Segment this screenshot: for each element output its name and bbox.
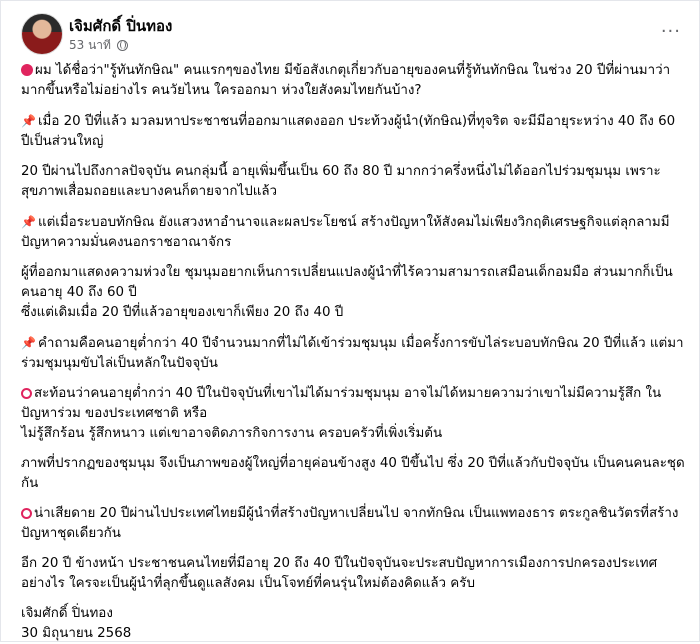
signature-name: เจิมศักดิ์ ปิ่นทอง xyxy=(21,606,113,621)
more-options-button[interactable]: ··· xyxy=(660,21,681,42)
post-paragraph xyxy=(21,263,686,323)
signature-date: 30 มิถุนายน 2568 xyxy=(21,626,132,641)
post-paragraph xyxy=(21,333,686,374)
post-paragraph xyxy=(21,454,686,494)
pushpin-icon: 📌 xyxy=(21,336,36,350)
hollow-red-circle-icon xyxy=(21,388,32,399)
hollow-red-circle-icon xyxy=(21,508,32,519)
red-circle-icon xyxy=(21,64,33,76)
paragraph-text: ผู้ที่ออกมาแสดงความห่วงใย ชุมนุมอยากเห็นการเปลี่ยนแปลงผู้นำที่ไร้ความสามารถเสมือนเด็กอมมือ ส่วนมากก็เป็นคนอายุ 40 ถึง 60 ปี ซึ่งแต่เดิมเมื่อ 20 ปีที่แล้วอายุของเขาก็เพียง 20 ถึง 40 ปี xyxy=(21,265,673,320)
pushpin-icon: 📌 xyxy=(21,215,36,229)
paragraph-text: น่าเสียดาย 20 ปีผ่านไปประเทศไทยมีผู้นำที่สร้างปัญหาเปลี่ยนไป จากทักษิณ เป็นแพทองธาร ตระกูลชินวัตรที่สร้างปัญหาชุดเดียวกัน xyxy=(21,506,679,541)
post-meta xyxy=(69,36,128,55)
post-paragraph xyxy=(21,162,686,202)
post-paragraph xyxy=(21,504,686,544)
paragraph-text: อีก 20 ปี ข้างหน้า ประชาชนคนไทยที่มีอายุ 20 ถึง 40 ปีในปัจจุบันจะประสบปัญหาการเมืองการปกครองประเทศอย่างไร ใครจะเป็นผู้นำที่ลุกขึ้นดูแลสังคม เป็นโจทย์ที่คนรุ่นใหม่ต้องคิดแล้ว ครับ xyxy=(21,556,658,591)
paragraph-text: ภาพที่ปรากฏของชุมนุม จึงเป็นภาพของผู้ใหญ่ที่อายุค่อนข้างสูง 40 ปีขึ้นไป ซึ่ง 20 ปีที่แล้วกับปัจจุบัน เป็นคนคนละชุดกัน xyxy=(21,456,685,491)
paragraph-text: 20 ปีผ่านไปถึงกาลปัจจุบัน คนกลุ่มนี้ อายุเพิ่มขึ้นเป็น 60 ถึง 80 ปี มากกว่าครึ่งหนึ่งไม่ได้ออกไปร่วมชุมนุม เพราะสุขภาพเสื่อมถอยและบางคนก็ตายจากไปแล้ว xyxy=(21,164,661,199)
post-paragraph xyxy=(21,554,686,594)
post-header xyxy=(21,13,681,57)
avatar[interactable] xyxy=(21,13,63,55)
post-paragraph xyxy=(21,384,686,444)
post-time[interactable]: 53 นาที xyxy=(69,38,111,52)
paragraph-text: ผม ได้ชื่อว่า"รู้ทันทักษิณ" คนแรกๆของไทย มีข้อสังเกตุเกี่ยวกับอายุของคนที่รู้ทันทักษิณ ในช่วง 20 ปีที่ผ่านมาว่ามากขึ้นหรือไม่อย่างไร คนวัยไหน ใครออกมา ห่วงใยสังคมไทยกันบ้าง? xyxy=(21,63,671,98)
post-paragraph xyxy=(21,111,686,152)
pushpin-icon: 📌 xyxy=(21,114,36,128)
post-paragraph xyxy=(21,212,686,253)
paragraph-text: แต่เมื่อระบอบทักษิณ ยังแสวงหาอำนาจและผลประโยชน์ สร้างปัญหาให้สังคมไม่เพียงวิกฤติเศรษฐกิจแต่ลุกลามมีปัญหาความมั่นคงนอกราชอาณาจักร xyxy=(21,215,670,250)
author-name[interactable]: เจิมศักดิ์ ปิ่นทอง xyxy=(69,17,173,35)
post-paragraph xyxy=(21,61,686,101)
paragraph-text: เมื่อ 20 ปีที่แล้ว มวลมหาประชาชนที่ออกมาแสดงออก ประท้วงผู้นำ(ทักษิณ)ที่ทุจริต จะมีมีอายุระหว่าง 40 ถึง 60 ปีเป็นส่วนใหญ่ xyxy=(21,114,680,149)
paragraph-text: คำถามคือคนอายุต่ำกว่า 40 ปีจำนวนมากที่ไม่ได้เข้าร่วมชุมนุม เมื่อครั้งการขับไล่ระบอบทักษิณ 20 ปีที่แล้ว แต่มาร่วมชุมนุมขับไล่เป็นหลักในปัจจุบัน xyxy=(21,336,684,371)
globe-icon xyxy=(117,40,128,51)
paragraph-text: สะท้อนว่าคนอายุต่ำกว่า 40 ปีในปัจจุบันที่เขาไม่ได้มาร่วมชุมนุม อาจไม่ได้หมายความว่าเขาไม่มีความรู้สึก ในปัญหาร่วม ของประเทศชาติ หรือ ไม่รู้สึกร้อน รู้สึกหนาว แต่เขาอาจติดภารกิจการงาน ครอบครัวที่เพิ่งเริ่มต้น xyxy=(21,386,662,441)
post-body xyxy=(21,61,686,644)
